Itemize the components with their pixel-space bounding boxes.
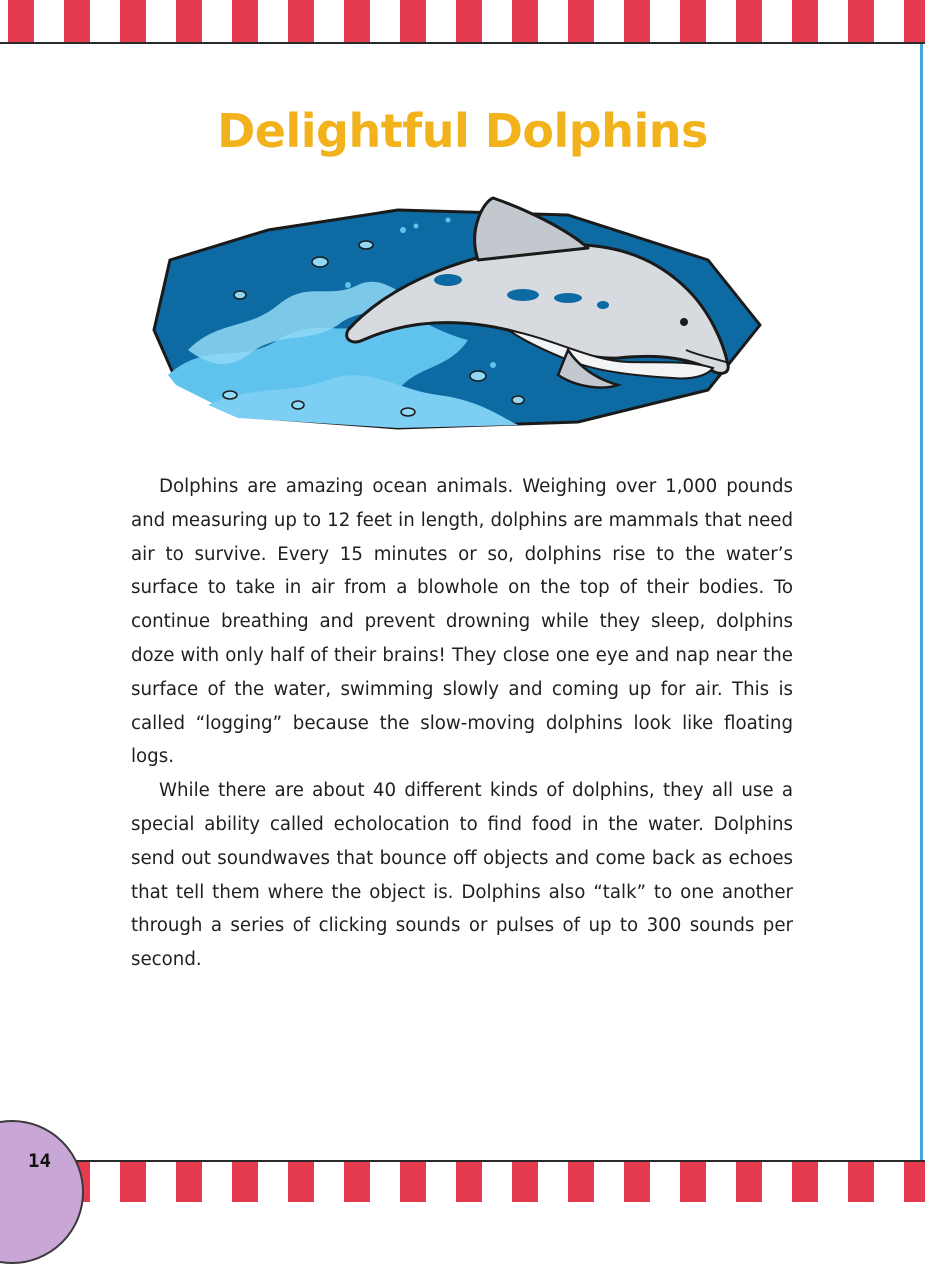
dolphin-icon [148, 190, 768, 435]
paragraph-1: Dolphins are amazing ocean animals. Weighing over 1,000 pounds and measuring up to 12 feet in length, dolphins are mammals that need air to survive. Every 15 minutes or so, dolphins rise to the water’s surface to take in air from a blowhole on the top of their bodies. To continue breathing and prevent drowning while they sleep, dolphins doze with only half of their brains! They close one eye and nap near the surface of the water, swimming slowly and coming up for air. This is called “logging” because the slow-moving dolphins look like floating logs. [131, 476, 793, 768]
page-title: Delightful Dolphins [217, 104, 708, 158]
article-body [131, 470, 793, 977]
page-edge-line [920, 44, 923, 1160]
bottom-stripe-border [0, 1160, 925, 1202]
page-number: 14 [28, 1150, 51, 1172]
paragraph-2: While there are about 40 different kinds of dolphins, they all use a special ability called echolocation to find food in the water. Dolphins send out soundwaves that bounce off objects and come back as echoes that tell them where the object is. Dolphins also “talk” to one another through a series of clicking sounds or pulses of up to 300 sounds per second. [131, 780, 793, 971]
page-number-tab [0, 1120, 84, 1264]
top-stripe-border [0, 0, 925, 44]
